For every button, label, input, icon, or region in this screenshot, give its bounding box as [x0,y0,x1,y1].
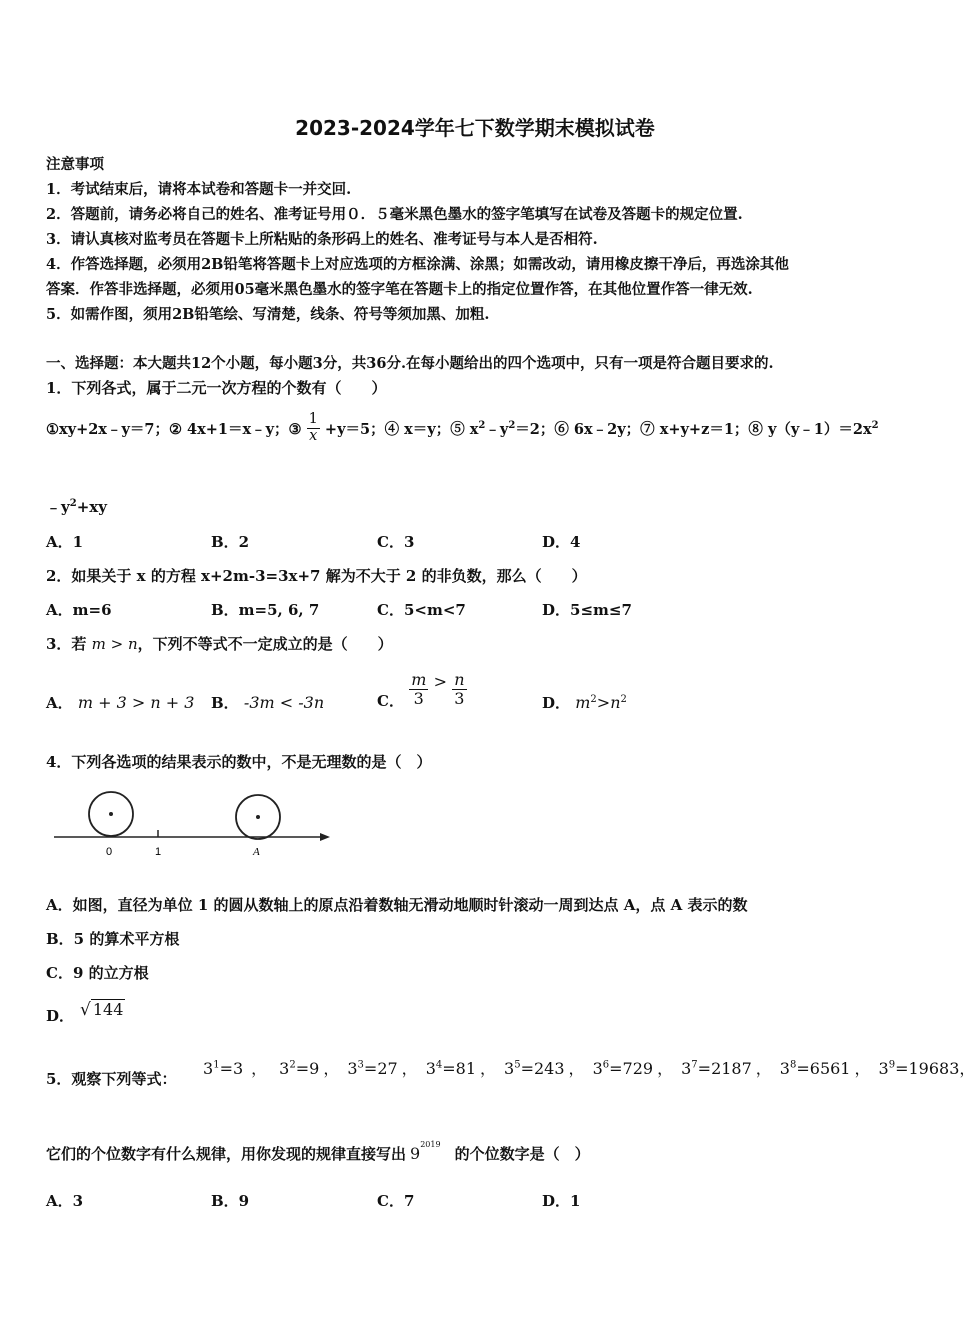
power-exponent: 4 [435,1059,443,1071]
notice-heading: 注意事项 [46,156,104,173]
sqrt-icon: √ [80,1000,91,1020]
q5-power [410,1139,441,1163]
q3-condition: m > n [91,635,138,653]
power-base: 3 [347,1059,358,1078]
power-item [504,1059,565,1078]
power-exponent: 3 [357,1059,364,1071]
q2-option-c[interactable]: C．5<m<7 [377,601,466,619]
q1-stem: 1．下列各式，属于二元一次方程的个数有（ ） [46,379,387,397]
q1-expr-rest [325,418,879,439]
q3-option-b[interactable] [211,692,324,713]
q3-option-a[interactable] [46,692,194,713]
q1-expressions [46,412,879,445]
q1-expr-part: ﹣y [485,420,509,438]
q1-expr-cont [46,496,107,517]
notice-item: 1．考试结束后，请将本试卷和答题卡一并交回. [46,181,352,198]
power-base: 3 [203,1059,214,1078]
power-item [279,1059,319,1078]
q3-gt-sign: > [433,672,447,691]
frac-denominator: 3 [413,689,424,708]
q1-expr-part: +xy [76,498,107,516]
separator: ， [568,1059,585,1078]
power-item [593,1059,654,1078]
power-exponent: 7 [691,1059,698,1071]
frac-denominator: x [309,427,318,444]
q1-exponent: 2 [69,498,77,509]
frac-denominator: 3 [454,689,465,708]
radicand: 144 [92,1000,124,1019]
option-label: B． [211,694,239,712]
q3-option-a-expr: m + 3 > n + 3 [77,693,195,712]
q1-expr-part: +y＝5；④ x＝y；⑤ x [324,420,479,438]
separator: ， [251,1059,268,1078]
q3-option-c[interactable] [377,668,467,711]
q1-exponent: 2 [508,420,516,432]
frac-numerator: m [411,670,427,690]
power-exponent: 1 [213,1059,220,1071]
number-line-figure [50,788,340,860]
q5-option-b[interactable]: B．9 [211,1192,250,1210]
tick-label-1: 1 [155,846,162,858]
power-item [426,1059,476,1078]
q1-option-c[interactable]: C．3 [377,533,415,551]
q3-d-base: n [610,693,621,712]
q5-text: 它们的个位数字有什么规律，用你发现的规律直接写出 [46,1145,407,1163]
separator: ， [755,1059,772,1078]
q2-option-d[interactable]: D．5≤m≤7 [542,601,632,619]
q3-option-d[interactable] [542,692,627,713]
q4-option-d[interactable] [46,1000,125,1025]
q1-expr-part: ﹣y [46,498,70,516]
power-item [347,1059,397,1078]
q2-option-b[interactable]: B．m=5, 6, 7 [211,601,320,619]
power-item [681,1059,752,1078]
q5-option-a[interactable]: A．3 [46,1192,84,1210]
separator: ， [323,1059,340,1078]
q5-power-list [203,1056,975,1079]
q1-exponent: 2 [478,420,486,432]
power-item [879,1059,960,1078]
power-exponent: 2 [289,1059,296,1071]
q3-frac-m [409,671,428,707]
power-value: =729 [609,1059,654,1078]
q1-option-b[interactable]: B．2 [211,533,250,551]
power-base: 3 [279,1059,290,1078]
q4-option-b[interactable]: B．5 的算术平方根 [46,930,180,948]
power-base: 3 [592,1059,603,1078]
q3-d-exponent: 2 [620,694,627,705]
power-value: =9 [295,1059,320,1078]
q1-expr-part: ①xy+2x﹣y＝7；② 4x+1＝x﹣y；③ [46,420,302,438]
separator: ， [854,1059,871,1078]
power-base: 3 [504,1059,515,1078]
separator: ， [959,1059,975,1078]
notice-item: 2．答题前，请务必将自己的姓名、准考证号用０．５毫米黑色墨水的签字笔填写在试卷及答题卡的规定位置. [46,206,743,223]
power-base: 9 [410,1144,421,1163]
q1-option-d[interactable]: D．4 [542,533,581,551]
notice-item: 答案．作答非选择题，必须用05毫米黑色墨水的签字笔在答题卡上的指定位置作答，在其他位置作答一律无效. [46,281,753,298]
q3-gt-sign: > [596,693,611,712]
power-value: =2187 [697,1059,752,1078]
power-value: =3 [219,1059,244,1078]
q1-exponent: 2 [871,420,879,432]
power-exponent: 8 [789,1059,797,1071]
q4-option-a[interactable]: A．如图，直径为单位 1 的圆从数轴上的原点沿着数轴无滑动地顺时针滚动一周到达点 A，点 A 表示的数 [46,896,748,914]
frac-numerator: 1 [308,411,318,427]
notice-item: 5．如需作图，须用2B铅笔绘、写清楚，线条、符号等须加黑、加粗. [46,306,490,323]
power-value: =19683 [895,1059,960,1078]
power-value: =243 [520,1059,565,1078]
separator: ， [657,1059,674,1078]
power-item [203,1059,243,1078]
tick-label-0: 0 [106,846,113,858]
notice-item: 3．请认真核对监考员在答题卡上所粘贴的条形码上的姓名、准考证号与本人是否相符. [46,231,598,248]
q3-stem-text: 3．若 [46,635,87,653]
q3-stem-text: ，下列不等式不一定成立的是（ ） [137,635,393,653]
q2-option-a[interactable]: A．m=6 [46,601,112,619]
q3-stem [46,633,393,654]
arrow-icon [320,833,330,841]
frac-numerator: n [454,670,465,690]
power-base: 3 [779,1059,790,1078]
power-value: =27 [363,1059,398,1078]
option-label: C． [377,692,404,710]
q4-stem: 4．下列各选项的结果表示的数中，不是无理数的是（ ） [46,753,432,771]
notice-item: 4．作答选择题，必须用2B铅笔将答题卡上对应选项的方框涂满、涂黑；如需改动，请用橡皮擦干净后，再选涂其他 [46,256,789,273]
circle-center [109,812,113,816]
option-label: D． [46,1007,75,1025]
q5-line2 [46,1139,590,1164]
q3-option-b-expr: -3m < -3n [243,693,325,712]
power-exponent: 2019 [420,1139,441,1149]
page-title: 2023-2024学年七下数学期末模拟试卷 [295,116,655,140]
tick-label-a: A [253,846,260,858]
q5-text: 的个位数字是（ ） [454,1145,590,1163]
q1-option-a[interactable]: A．1 [46,533,84,551]
power-exponent: 6 [602,1059,610,1071]
separator: ， [401,1059,418,1078]
q4-option-c[interactable]: C．9 的立方根 [46,964,149,982]
power-item [780,1059,851,1078]
q3-frac-n [452,671,466,707]
q1-fraction [307,412,320,445]
power-base: 3 [878,1059,889,1078]
q3-d-base: m [575,693,591,712]
q1-expr-part: ＝2；⑥ 6x﹣2y；⑦ x+y+z＝1；⑧ y（y﹣1）＝2x [515,420,872,438]
power-value: =6561 [796,1059,851,1078]
q3-d-exponent: 2 [590,694,597,705]
q5-stem: 5．观察下列等式： [46,1070,177,1088]
q2-stem: 2．如果关于 x 的方程 x+2m-3=3x+7 解为不大于 2 的非负数，那么（ ） [46,567,587,585]
section-heading: 一、选择题：本大题共12个小题，每小题3分，共36分.在每小题给出的四个选项中，只有一项是符合题目要求的. [46,355,774,372]
option-label: D． [542,694,571,712]
power-value: =81 [442,1059,477,1078]
separator: ， [480,1059,497,1078]
power-base: 3 [425,1059,436,1078]
circle-center [256,815,260,819]
power-exponent: 9 [888,1059,896,1071]
option-label: A． [46,694,73,712]
power-base: 3 [681,1059,692,1078]
q5-option-d[interactable]: D．1 [542,1192,581,1210]
q5-option-c[interactable]: C．7 [377,1192,415,1210]
power-exponent: 5 [514,1059,521,1071]
